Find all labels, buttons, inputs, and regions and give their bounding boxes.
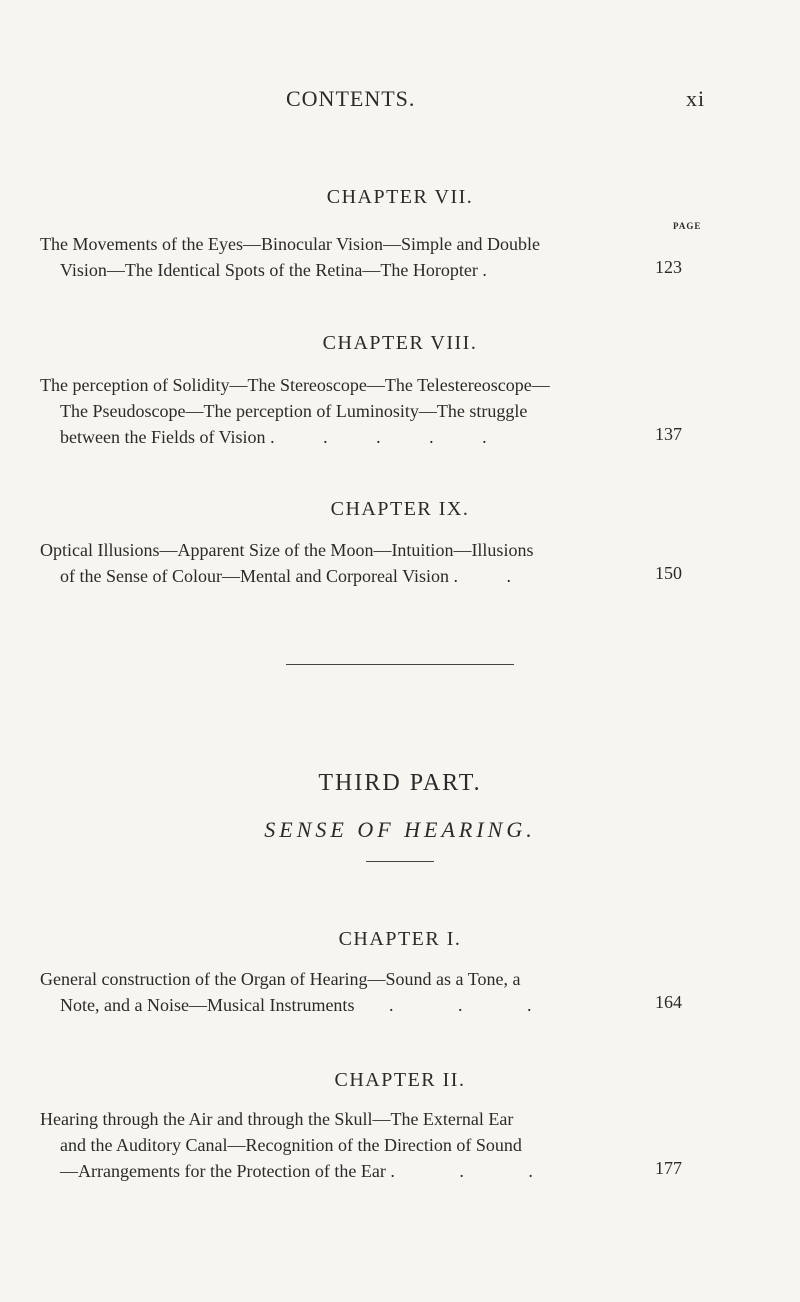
toc-entry-line: The perception of Solidity—The Stereoscope—The Telestereoscope— (40, 375, 550, 395)
toc-entry-line: Note, and a Noise—Musical Instruments . . . (60, 995, 562, 1015)
toc-entry-line: The Movements of the Eyes—Binocular Vision—Simple and Double (40, 234, 541, 254)
toc-entry-ch8 (40, 372, 610, 450)
part-title: THIRD PART. (318, 770, 482, 796)
chapter-heading-vii: CHAPTER VII. (326, 186, 474, 208)
toc-page-number: 137 (655, 424, 682, 444)
chapter-heading-viii: CHAPTER VIII. (322, 332, 478, 354)
leader-dots: . (482, 260, 493, 280)
leader-dots: . . . (390, 1161, 563, 1181)
toc-entry-line: between the Fields of Vision . . . . . (60, 427, 509, 447)
chapter-heading-i: CHAPTER I. (338, 928, 462, 950)
toc-page-number: 150 (655, 563, 682, 583)
toc-entry-line: General construction of the Organ of Hearing—Sound as a Tone, a (40, 969, 521, 989)
toc-entry-line: The Pseudoscope—The perception of Luminosity—The struggle (60, 401, 528, 421)
toc-entry-ch9 (40, 537, 610, 589)
page-folio: xi (686, 86, 706, 111)
toc-page-number: 177 (655, 1158, 682, 1178)
section-divider (286, 664, 514, 665)
toc-entry-part-ch1 (40, 966, 610, 1018)
running-head-title: CONTENTS. (286, 86, 416, 111)
toc-entry-line: —Arrangements for the Protection of the Ear . . . (60, 1161, 563, 1181)
toc-entry-line: Optical Illusions—Apparent Size of the Moon—Intuition—Illusions (40, 540, 534, 560)
toc-page-number: 164 (655, 992, 682, 1012)
leader-dots: . . . . . (270, 427, 509, 447)
part-subtitle: SENSE OF HEARING. (264, 817, 536, 842)
page-column-label: PAGE (673, 221, 702, 231)
leader-dots: . . (453, 566, 534, 586)
toc-entry-part-ch2 (40, 1106, 610, 1184)
toc-entry-line: of the Sense of Colour—Mental and Corporeal Vision . . (60, 566, 534, 586)
toc-entry-line: Vision—The Identical Spots of the Retina—The Horopter . (60, 260, 493, 280)
toc-page-number: 123 (655, 257, 682, 277)
toc-entry-ch7 (40, 231, 610, 283)
leader-dots: . . . (388, 995, 562, 1015)
chapter-heading-ix: CHAPTER IX. (330, 498, 470, 520)
toc-entry-line: and the Auditory Canal—Recognition of the Direction of Sound (60, 1135, 522, 1155)
short-divider (366, 861, 434, 862)
toc-entry-line: Hearing through the Air and through the Skull—The External Ear (40, 1109, 514, 1129)
chapter-heading-ii: CHAPTER II. (334, 1069, 466, 1091)
